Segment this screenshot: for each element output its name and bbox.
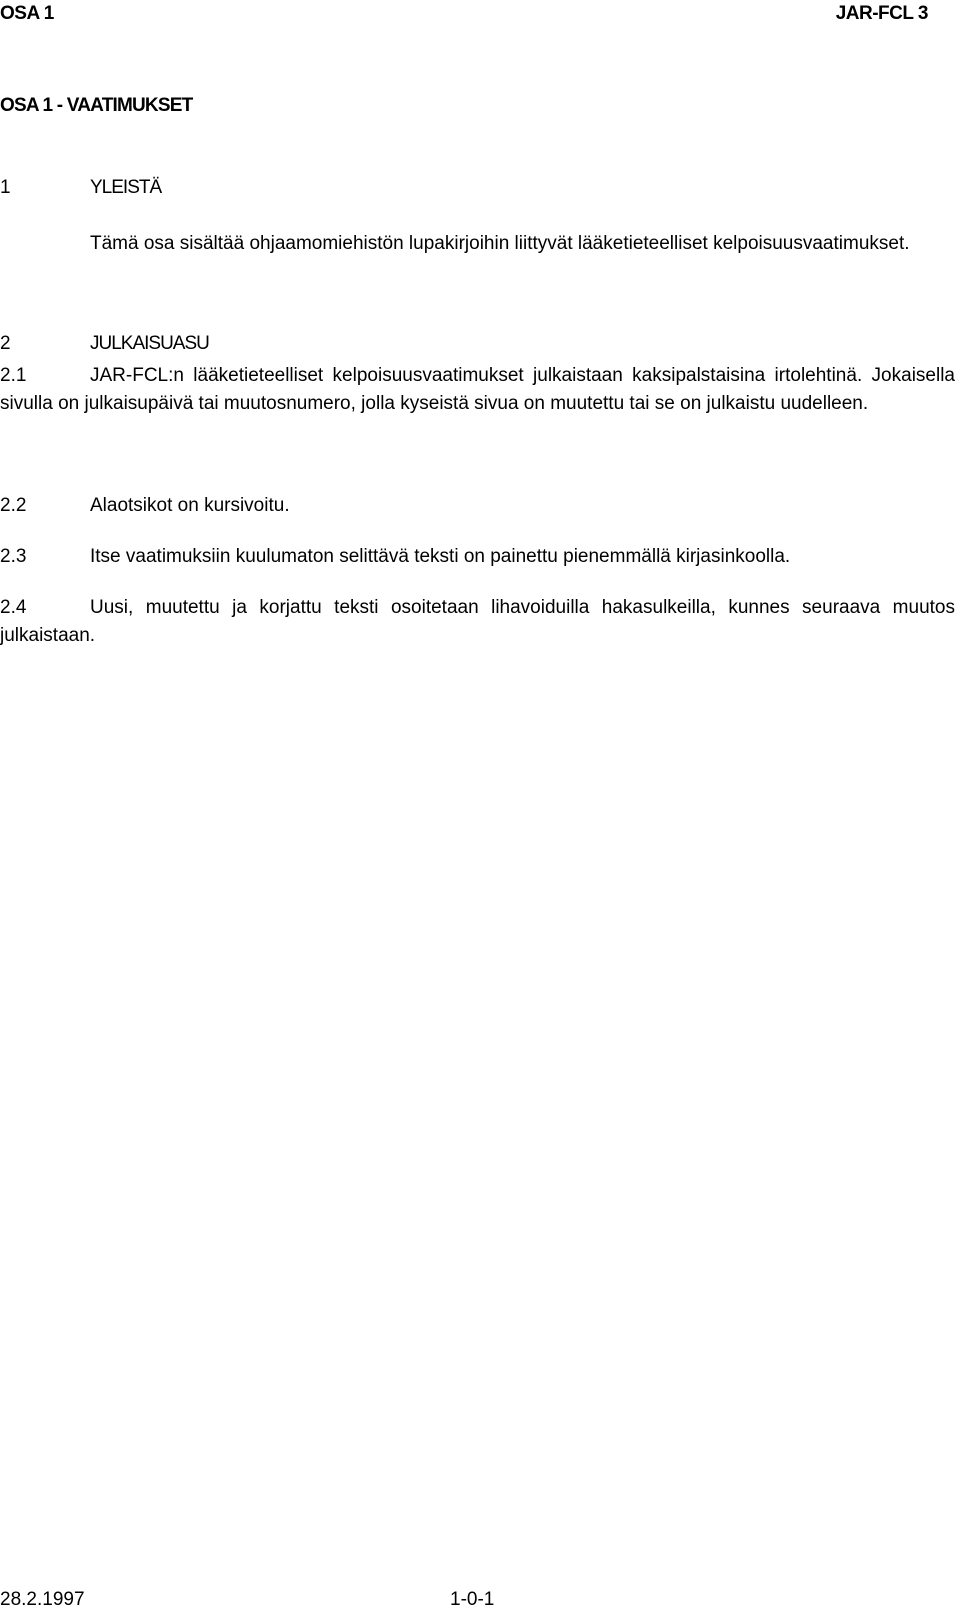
paragraph-number: 2.3	[0, 546, 27, 567]
section-1-title: YLEISTÄ	[90, 177, 162, 198]
paragraph-text: Alaotsikot on kursivoitu.	[90, 495, 290, 516]
section-2-title: JULKAISUASU	[90, 333, 209, 354]
paragraph-number: 2.2	[0, 495, 27, 516]
paragraph-number: 2.1	[0, 365, 27, 386]
header-doc-code: JAR-FCL 3	[835, 3, 928, 24]
paragraph-text: JAR-FCL:n lääketieteelliset kelpoisuusvaatimukset julkaistaan kaksipalstaisina irtolehtinä. Jokaisella sivulla on julkaisupäivä tai muutosnumero, jolla kyseistä sivua on muutettu tai se on julkaistu uudelleen.	[0, 365, 955, 414]
section-2-number: 2	[0, 333, 11, 354]
footer-date: 28.2.1997	[0, 1589, 85, 1610]
paragraph-number: 2.4	[0, 597, 27, 618]
paragraph-2-1	[0, 362, 955, 418]
paragraph-2-2	[0, 492, 955, 520]
paragraph-text: Uusi, muutettu ja korjattu teksti osoitetaan lihavoiduilla hakasulkeilla, kunnes seuraava muutos julkaistaan.	[0, 597, 955, 646]
paragraph-text: Itse vaatimuksiin kuulumaton selittävä teksti on painettu pienemmällä kirjasinkoolla.	[90, 546, 791, 567]
section-1-number: 1	[0, 177, 11, 198]
paragraph-2-3	[0, 543, 955, 571]
section-1-text: Tämä osa sisältää ohjaamomiehistön lupakirjoihin liittyvät lääketieteelliset kelpoisuusvaatimukset.	[90, 233, 910, 254]
part-title: OSA 1 - VAATIMUKSET	[0, 95, 193, 116]
section-1-text-block	[0, 230, 955, 258]
paragraph-2-4	[0, 594, 955, 650]
footer-page-number: 1-0-1	[450, 1589, 495, 1610]
header-part-label: OSA 1	[0, 3, 54, 24]
